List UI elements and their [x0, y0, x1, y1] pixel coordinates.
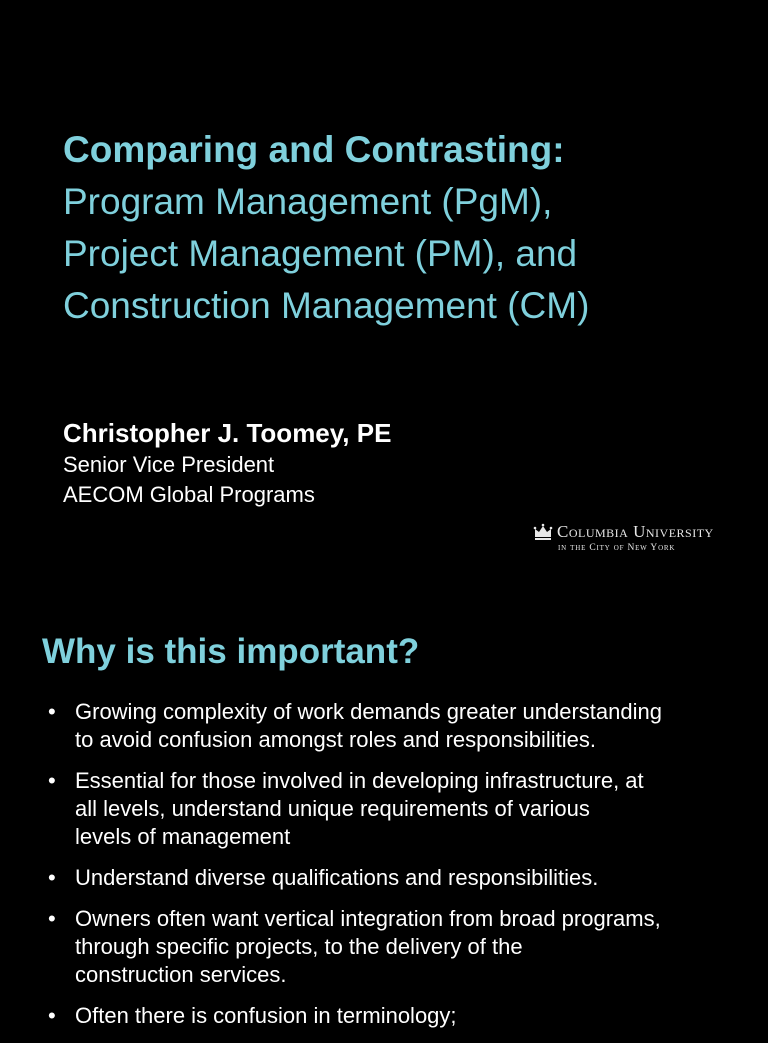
bullet-item [42, 1002, 742, 1030]
crown-icon [533, 523, 553, 541]
bullet-item [42, 767, 742, 851]
presenter-org: AECOM Global Programs [63, 482, 315, 507]
bullet-item [42, 864, 742, 892]
bullet-line: through specific projects, to the delivery of the [75, 934, 523, 959]
bullet-line: • Often there is confusion in terminology; [75, 1003, 457, 1028]
presenter-name: Christopher J. Toomey, PE [63, 418, 392, 448]
bullet-item [42, 905, 742, 989]
presenter-info [63, 416, 391, 510]
bullet-line: • Essential for those involved in developing infrastructure, at [75, 768, 644, 793]
slide-heading: Why is this important? [42, 632, 420, 671]
presenter-role: Senior Vice President [63, 452, 275, 477]
bullet-line: levels of management [75, 824, 291, 849]
slide-title [63, 124, 589, 332]
importance-slide [0, 610, 768, 1028]
bullet-item [42, 698, 742, 754]
title-heading: Comparing and Contrasting: [63, 129, 565, 170]
bullet-line: all levels, understand unique requirements of various [75, 796, 590, 821]
logo-wordmark: Columbia University [557, 522, 714, 541]
columbia-logo [533, 522, 714, 553]
bullet-line: • Understand diverse qualifications and responsibilities. [75, 865, 599, 890]
bullet-line: to avoid confusion amongst roles and responsibilities. [75, 727, 596, 752]
title-line-construction: Construction Management (CM) [63, 285, 590, 326]
title-line-project: Project Management (PM), and [63, 233, 578, 274]
logo-tagline: in the City of New York [558, 543, 676, 553]
bullet-line: • Growing complexity of work demands greater understanding [75, 699, 662, 724]
bullet-line: construction services. [75, 962, 287, 987]
bullet-line: • Owners often want vertical integration from broad programs, [75, 906, 661, 931]
bullet-list [42, 698, 742, 1043]
title-line-program: Program Management (PgM), [63, 181, 553, 222]
